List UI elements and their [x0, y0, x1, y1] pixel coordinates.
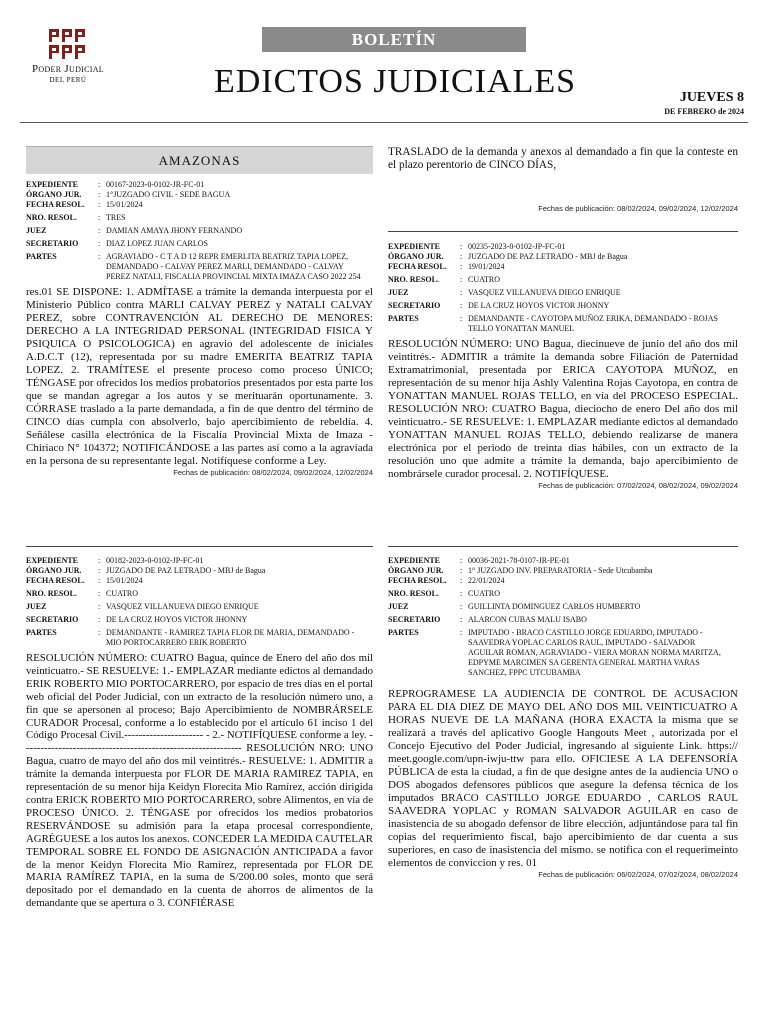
- secretario-value: DIAZ LOPEZ JUAN CARLOS: [106, 239, 208, 248]
- edict-divider: [26, 546, 373, 547]
- institution-name: Poder Judicial: [31, 63, 104, 75]
- publication-dates: Fechas de publicación: 06/02/2024, 07/02/2024, 08/02/2024: [538, 870, 738, 879]
- edict-meta: EXPEDIENTE : 00167-2023-0-0102-JR-FC-01 ÓRGANO JUR. : 1°JUZGADO CIVIL - SEDE BAGUA FECHA RESOL. : 15/01/2024 NRO. RESOL. : TRES JUEZ : DAMIAN AMAYA JHONY FERNANDO SECRETARIO : DIAZ LOPEZ JUAN CARLOS PARTES : AGRAVIADO - C T A D 12 REPR EMERLITA BEATRIZ TAPIA LOPEZ, DEMANDADO - CALVAY PEREZ MARLI, DEMANDADO - CALVAY PEREZ NATALI, FISCALIA PROVINCIAL MIXTA IMAZA CASO 2022 254: [26, 180, 361, 281]
- region-heading: AMAZONAS: [26, 146, 373, 174]
- expediente-value: 00036-2021-78-0107-JR-PE-01: [468, 556, 570, 565]
- edict-block: [388, 146, 738, 213]
- edict-block: [26, 180, 373, 477]
- fecha-value: 15/01/2024: [106, 200, 143, 209]
- expediente-value: 00235-2023-0-0102-JP-FC-01: [468, 242, 566, 251]
- edict-body-continued: TRASLADO de la demanda y anexos al demandado a fin que la conteste en el plazo perentorio de CINCO DÍAS,: [388, 146, 738, 171]
- institution-sub: DEL PERÚ: [49, 76, 87, 84]
- header-divider: [20, 122, 748, 123]
- fecha-value: 19/01/2024: [468, 262, 505, 271]
- date-month: DE FEBRERO de 2024: [664, 107, 744, 116]
- edict-body: RESOLUCIÓN NÚMERO: UNO Bagua, diecinueve de junio del año dos mil veintitrés.- ADMITIR a trámite la demanda sobre Filiación de Paternidad Extramatrimonial, presentada por ERICA CAYOTOPA MUÑOZ, en representación de su menor hija Ashly Valentina Rojas Cayotopa, en contra de YONATTAN MANUEL ROJAS TELLO, en vía del PROCESO ESPECIAL. RESOLUCIÓN NRO: CUATRO Bagua, dieciocho de enero Del año dos mil veinticuatro.- SE RESUELVE: 1. EMPLAZAR mediante edictos al demandado YONATTAN MANUEL ROJAS TELLO, debiendo realizarse de manera electrónica por el periodo de treinta días hábiles, con un extracto de la resolución uno que admite a trámite la demanda, bajo apercibimiento de nombrársele curador procesal. 2. NOTIFÍQUESE.: [388, 338, 738, 480]
- fecha-value: 22/01/2024: [468, 576, 505, 585]
- bulletin-label: BOLETÍN: [262, 27, 526, 52]
- edict-body: res.01 SE DISPONE: 1. ADMÍTASE a trámite la demanda interpuesta por el Ministerio Público contra MARLI CALVAY PEREZ y NATALI CALVAY PEREZ, sobre CONTRAVENCIÓN AL DERECHO DE MENORES: DERECHO A LA INTEGRIDAD PERSONAL (INTEGRIDAD FISICA Y PSIQUICA O PSICOLOGICA) en agravio del adolescente de iniciales A.D.C.T (12), representada por su madre EMERITA BEATRIZ TAPIA LOPEZ. 2. TRAMÍTESE el presente proceso como proceso ÚNICO; TÉNGASE por ofrecidos los medios probatorios presentados por esta parte los que se mandan agregar a los autos y se merituarán oportunamente. 3. CÓRRASE traslado a la parte demandada, a fin de que dentro del término de CINCO días cumpla con absolverlo, bajo apercibimiento de rebeldía. 4. Señálese casilla electrónica de la Fiscalía Provincial Mixta de Imaza - Chiriaco N° 104372; NOTIFICÁNDOSE a las partes así como a la agraviada en la persona de su representante legal. Notifíquese conforme a Ley.: [26, 286, 373, 467]
- page-title: EDICTOS JUDICIALES: [213, 63, 577, 100]
- partes-value: DEMANDANTE - RAMIREZ TAPIA FLOR DE MARIA, DEMANDADO - MIO PORTOCARRERO ERIK ROBERTO: [106, 628, 355, 647]
- publication-dates: Fechas de publicación: 08/02/2024, 09/02/2024, 12/02/2024: [538, 204, 738, 213]
- expediente-value: 00182-2023-0-0102-JP-FC-01: [106, 556, 204, 565]
- edict-divider: [388, 546, 738, 547]
- edict-body: RESOLUCIÓN NÚMERO: CUATRO Bagua, quince de Enero del año dos mil veinticuatro.- SE RESUELVE: 1.- EMPLAZAR mediante edictos al demandado ERIK ROBERTO MIO PORTOCARRERO, por espacio de tres días en el portal web oficial del Poder Judicial, con un extracto de la resolución número uno, a fin que se apersonen al proceso; Bajo Apercibimiento de NOMBRÁRSELE CURADOR Procesal, conforme a lo establecido por el artículo 61 inciso 1 del Código Procesal Civil.---------------------- - 2.- NOTIFÍQUESE conforme a ley. ------------------------------------------------------------- RESOLUCIÓN NRO: UNO Bagua, cuatro de mayo del año dos mil veintitrés.- RESUELVE: 1. ADMITIR a trámite la demanda interpuesta por FLOR DE MARIA RAMIREZ TAPIA, en representación de su menor hija Keidyn Florecita Mio Ramírez, acción dirigida contra ERICK ROBERTO MIO PORTOCARRERO, sobre Alimentos, en vía de PROCESO ÚNICO. 2. TÉNGASE por ofrecidos los medios probatorios RESERVÁNDOSE su admisión para la etapa procesal correspondiente, AGRÉGUESE a los autos los anexos. CONCEDER LA MEDIDA CAUTELAR TEMPORAL SOBRE EL FONDO DE ASIGNACIÓN ANTICIPADA a favor de la menor Keidyn Florecita Mio Ramírez, representada por FLOR DE MARIA RAMÍREZ TAPIA, en la suma de S/200.00 soles, monto que será depositado por el demandado en la cuenta de ahorros de alimentos de la demandante que se apertura o 3. CONFIÉRASE: [26, 652, 373, 910]
- edict-block: [388, 556, 738, 879]
- partes-value: IMPUTADO - BRACO CASTILLO JORGE EDUARDO, IMPUTADO - SAAVEDRA YOPLAC CARLOS RAUL, IMPUTADO - SALVADOR AGUILAR ROMAN, AGRAVIADO - VIERA MORAN NORMA MARITZA, EDPYME MARCIMEN SA GERENTA GENERAL MARTHA VARAS SANCHEZ, FPPC UTCUBAMBA: [468, 628, 721, 677]
- edict-block: [26, 556, 373, 910]
- juez-value: VASQUEZ VILLANUEVA DIEGO ENRIQUE: [468, 288, 621, 297]
- poder-judicial-logo: [47, 27, 87, 61]
- publication-dates: Fechas de publicación: 07/02/2024, 08/02/2024, 09/02/2024: [538, 481, 738, 490]
- organo-value: 1°JUZGADO CIVIL - SEDE BAGUA: [106, 190, 231, 199]
- secretario-value: ALARCON CUBAS MALU ISABO: [468, 615, 587, 624]
- nro-value: CUATRO: [106, 589, 139, 598]
- publication-dates: Fechas de publicación: 08/02/2024, 09/02/2024, 12/02/2024: [173, 468, 373, 477]
- secretario-value: DE LA CRUZ HOYOS VICTOR JHONNY: [106, 615, 248, 624]
- nro-value: CUATRO: [468, 589, 501, 598]
- organo-value: 1° JUZGADO INV. PREPARATORIA - Sede Utcubamba: [468, 566, 653, 575]
- edict-meta: EXPEDIENTE : 00182-2023-0-0102-JP-FC-01 ÓRGANO JUR. : JUZGADO DE PAZ LETRADO - MBJ de Bagua FECHA RESOL. : 15/01/2024 NRO. RESOL. : CUATRO JUEZ : VASQUEZ VILLANUEVA DIEGO ENRIQUE SECRETARIO : DE LA CRUZ HOYOS VICTOR JHONNY PARTES : DEMANDANTE - RAMIREZ TAPIA FLOR DE MARIA, DEMANDADO - MIO PORTOCARRERO ERIK ROBERTO: [26, 556, 361, 648]
- partes-value: DEMANDANTE - CAYOTOPA MUÑOZ ERIKA, DEMANDADO - ROJAS TELLO YONATTAN MANUEL: [468, 314, 718, 333]
- edict-meta: EXPEDIENTE : 00235-2023-0-0102-JP-FC-01 ÓRGANO JUR. : JUZGADO DE PAZ LETRADO - MBJ de Bagua FECHA RESOL. : 19/01/2024 NRO. RESOL. : CUATRO JUEZ : VASQUEZ VILLANUEVA DIEGO ENRIQUE SECRETARIO : DE LA CRUZ HOYOS VICTOR JHONNY PARTES : DEMANDANTE - CAYOTOPA MUÑOZ ERIKA, DEMANDADO - ROJAS TELLO YONATTAN MANUEL: [388, 242, 723, 334]
- juez-value: GUILLINTA DOMINGUEZ CARLOS HUMBERTO: [468, 602, 641, 611]
- secretario-value: DE LA CRUZ HOYOS VICTOR JHONNY: [468, 301, 610, 310]
- partes-value: AGRAVIADO - C T A D 12 REPR EMERLITA BEATRIZ TAPIA LOPEZ, DEMANDADO - CALVAY PEREZ MARLI, DEMANDADO - CALVAY PEREZ NATALI, FISCALIA PROVINCIAL MIXTA IMAZA CASO 2022 254: [106, 252, 361, 281]
- nro-value: CUATRO: [468, 275, 501, 284]
- nro-value: TRES: [106, 213, 126, 222]
- expediente-value: 00167-2023-0-0102-JR-FC-01: [106, 180, 205, 189]
- fecha-value: 15/01/2024: [106, 576, 143, 585]
- edict-body: REPROGRAMESE LA AUDIENCIA DE CONTROL DE ACUSACION PARA EL DIA DIEZ DE MAYO DEL AÑO DOS MIL VEINTICUATRO A HORAS NUEVE DE LA MAÑANA (HORA EXACTA la misma que se realizará a través del aplicativo Google Hangouts Meet , autorizada por el Concejo Ejecutivo del Poder Judicial, ingresando al siguiente Link. https:// meet.google.com/upn-iwju-ttw para ello. OFICIESE A LA DEFENSORÍA PÚBLICA de esta la ciudad, a fin de que designe antes de la audiencia UNO o DOS abogados defensores públicos que asegure la defensa técnica de los imputados BRACO CASTILLO JORGE EDUARDO , CARLOS RAUL SAAVEDRA YOPLAC y ROMAN SALVADOR AGUILAR en caso de inasistencia de su abogado defensor de libre elección, adjuntándose para tal fin copias del requerimiento fiscal, bajo apercibimiento de dar cuenta a sus superiores, en caso de inasistencia del mismo. se notifica con el requerimeinto elementos de conviccion y res. 01: [388, 688, 738, 869]
- organo-value: JUZGADO DE PAZ LETRADO - MBJ de Bagua: [106, 566, 266, 575]
- organo-value: JUZGADO DE PAZ LETRADO - MBJ de Bagua: [468, 252, 628, 261]
- juez-value: DAMIAN AMAYA JHONY FERNANDO: [106, 226, 243, 235]
- edict-block: [388, 242, 738, 490]
- juez-value: VASQUEZ VILLANUEVA DIEGO ENRIQUE: [106, 602, 259, 611]
- label-expediente: EXPEDIENTE: [26, 180, 79, 189]
- date-day: JUEVES 8: [679, 90, 744, 105]
- edict-divider: [388, 231, 738, 232]
- edict-meta: EXPEDIENTE : 00036-2021-78-0107-JR-PE-01 ÓRGANO JUR. : 1° JUZGADO INV. PREPARATORIA - Sede Utcubamba FECHA RESOL. : 22/01/2024 NRO. RESOL. : CUATRO JUEZ : GUILLINTA DOMINGUEZ CARLOS HUMBERTO SECRETARIO : ALARCON CUBAS MALU ISABO PARTES : IMPUTADO - BRACO CASTILLO JORGE EDUARDO, IMPUTADO - SAAVEDRA YOPLAC CARLOS RAUL, IMPUTADO - SALVADOR AGUILAR ROMAN, AGRAVIADO - VIERA MORAN NORMA MARITZA, EDPYME MARCIMEN SA GERENTA GENERAL MARTHA VARAS SANCHEZ, FPPC UTCUBAMBA: [388, 556, 723, 678]
